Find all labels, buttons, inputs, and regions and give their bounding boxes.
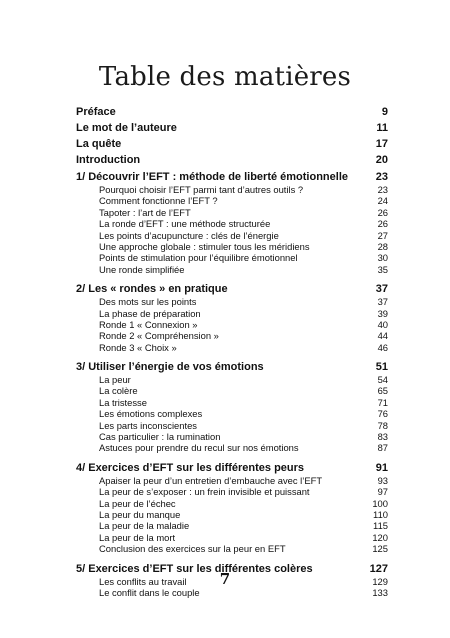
subentry-title: Pourquoi choisir l’EFT parmi tant d’autres outils ?	[99, 184, 304, 195]
chapter-title: 1/ Découvrir l’EFT : méthode de liberté émotionnelle	[76, 171, 348, 183]
subentry-title: La phase de préparation	[99, 307, 201, 319]
chapter-title: 3/ Utiliser l’énergie de vos émotions	[76, 361, 264, 374]
subentry-page: 97	[377, 486, 388, 498]
subentry-page: 24	[377, 195, 388, 207]
toc-subentry	[76, 397, 388, 408]
subentry-title: La tristesse	[99, 396, 147, 408]
toc-subentry	[76, 442, 388, 453]
subentry-title: Le conflit dans le couple	[99, 586, 200, 598]
subentry-page: 23	[377, 184, 388, 195]
chapter-heading	[76, 461, 388, 475]
chapter-1	[76, 170, 388, 282]
toc-subentry	[76, 475, 388, 486]
subentry-page: 76	[377, 408, 388, 420]
subentry-page: 120	[372, 531, 388, 543]
subentry-title: Les conflits au travail	[99, 575, 187, 587]
toc-entry-title: Le mot de l’auteure	[76, 122, 177, 134]
toc-subentry	[76, 308, 388, 319]
chapter-page: 23	[375, 171, 388, 183]
subentry-page: 129	[372, 575, 388, 587]
toc-entry-title: La quête	[76, 138, 122, 150]
subentry-page: 78	[377, 419, 388, 431]
subentry-page: 26	[377, 206, 388, 218]
toc-subentry	[76, 532, 388, 543]
subentry-page: 46	[377, 341, 388, 353]
toc-subentry	[76, 319, 388, 330]
subentry-title: La peur	[99, 374, 131, 386]
toc-subentry	[76, 184, 388, 195]
subentry-page: 83	[377, 431, 388, 443]
toc-subentry	[76, 420, 388, 431]
subentry-title: Cas particulier : la rumination	[99, 431, 221, 443]
toc-entry-author-word	[76, 120, 388, 136]
chapter-title: 5/ Exercices d’EFT sur les différentes colères	[76, 562, 313, 575]
subentry-title: Points de stimulation pour l’équilibre émotionnel	[99, 252, 298, 264]
chapter-page: 127	[369, 562, 388, 575]
toc-subentry	[76, 431, 388, 442]
page-title: Table des matières	[98, 62, 352, 92]
toc-entry-preface	[76, 104, 388, 120]
subentry-page: 28	[377, 240, 388, 252]
subentry-title: La peur de la mort	[99, 531, 176, 543]
toc-subentry	[76, 264, 388, 275]
toc-subentry	[76, 543, 388, 554]
subentry-page: 37	[377, 296, 388, 308]
toc-entry-page: 17	[375, 138, 388, 150]
subentry-title: La colère	[99, 385, 138, 397]
subentry-title: Les émotions complexes	[99, 408, 203, 420]
subentry-page: 30	[377, 252, 388, 264]
subentry-page: 125	[372, 543, 388, 555]
subentry-title: Apaiser la peur d’un entretien d’embauche avec l’EFT	[99, 474, 323, 486]
toc-subentry	[76, 241, 388, 252]
subentry-page: 65	[377, 385, 388, 397]
toc-entry-page: 9	[381, 106, 388, 118]
subentry-title: Les parts inconscientes	[99, 419, 197, 431]
subentry-title: La peur du manque	[99, 508, 181, 520]
chapter-3	[76, 360, 388, 461]
chapter-heading	[76, 360, 388, 374]
subentry-page: 93	[377, 474, 388, 486]
subentry-page: 71	[377, 396, 388, 408]
subentry-title: Ronde 1 « Connexion »	[99, 318, 198, 330]
subentry-title: La ronde d’EFT : une méthode structurée	[99, 218, 271, 230]
toc-subentry	[76, 342, 388, 353]
subentry-page: 100	[372, 497, 388, 509]
chapter-2	[76, 282, 388, 360]
subentry-title: Ronde 2 « Compréhension »	[99, 330, 219, 342]
chapter-page: 37	[375, 283, 388, 296]
toc-entry-title: Introduction	[76, 154, 141, 166]
subentry-page: 115	[373, 520, 388, 532]
toc-subentry	[76, 218, 388, 229]
chapter-heading	[76, 282, 388, 296]
toc-subentry	[76, 330, 388, 341]
chapter-page: 91	[375, 461, 388, 474]
toc-subentry	[76, 207, 388, 218]
subentry-page: 27	[377, 229, 388, 241]
toc-entry-title: Préface	[76, 106, 116, 118]
subentry-title: Comment fonctionne l’EFT ?	[99, 195, 218, 207]
subentry-page: 40	[377, 318, 388, 330]
subentry-page: 54	[377, 374, 388, 386]
toc-subentry	[76, 498, 388, 509]
chapter-title: 4/ Exercices d’EFT sur les différentes peurs	[76, 461, 305, 474]
toc-subentry	[76, 374, 388, 385]
toc-subentry	[76, 587, 388, 598]
toc-subentry	[76, 195, 388, 206]
toc-subentry	[76, 520, 388, 531]
toc-entry-introduction	[76, 152, 388, 168]
subentry-page: 35	[377, 263, 388, 275]
toc-entry-quest	[76, 136, 388, 152]
subentry-page: 26	[377, 218, 388, 230]
subentry-title: Une approche globale : stimuler tous les méridiens	[99, 240, 310, 252]
subentry-title: Conclusion des exercices sur la peur en EFT	[99, 543, 286, 555]
table-of-contents	[76, 104, 388, 605]
subentry-title: Ronde 3 « Choix »	[99, 341, 177, 353]
subentry-title: Une ronde simplifiée	[99, 263, 185, 275]
subentry-page: 44	[377, 330, 388, 342]
subentry-title: La peur de s’exposer : un frein invisible et puissant	[99, 486, 310, 498]
chapter-page: 51	[375, 361, 388, 374]
toc-subentry	[76, 509, 388, 520]
subentry-title: Astuces pour prendre du recul sur nos émotions	[99, 442, 299, 454]
subentry-page: 87	[377, 442, 388, 454]
subentry-title: Des mots sur les points	[99, 296, 197, 308]
subentry-title: Tapoter : l’art de l’EFT	[99, 206, 191, 218]
subentry-title: La peur de l’échec	[99, 497, 176, 509]
subentry-title: La peur de la maladie	[99, 520, 190, 532]
toc-entry-page: 20	[375, 154, 388, 166]
chapter-title: 2/ Les « rondes » en pratique	[76, 283, 228, 296]
toc-subentry	[76, 296, 388, 307]
chapter-heading	[76, 170, 388, 184]
toc-entry-page: 11	[376, 122, 388, 134]
toc-subentry	[76, 230, 388, 241]
page-number: 7	[219, 570, 231, 588]
front-matter-list	[76, 104, 388, 168]
chapter-4	[76, 461, 388, 562]
toc-subentry	[76, 486, 388, 497]
subentry-page: 39	[377, 307, 388, 319]
toc-subentry	[76, 408, 388, 419]
subentry-page: 110	[373, 508, 388, 520]
subentry-page: 133	[372, 586, 388, 598]
subentry-title: Les points d’acupuncture : clés de l’énergie	[99, 229, 279, 241]
toc-subentry	[76, 252, 388, 263]
toc-subentry	[76, 385, 388, 396]
